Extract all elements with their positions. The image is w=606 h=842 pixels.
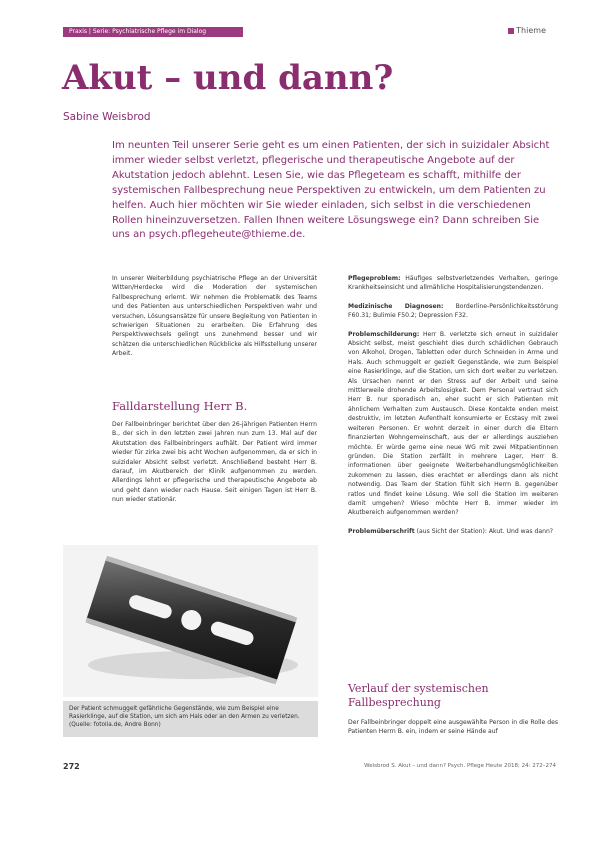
- problem-heading: [348, 527, 558, 536]
- medical-diagnoses-label: Medizinische Diagnosen:: [348, 302, 444, 310]
- problem-heading-text: (aus Sicht der Station): Akut. Und was dann?: [416, 527, 554, 535]
- page-number: 272: [63, 762, 80, 771]
- problem-description: [348, 330, 558, 518]
- care-problem-text: Häufiges selbstverletzendes Verhalten, geringe Krankheitseinsicht und allmähliche Hospitalisierungstendenzen.: [348, 275, 558, 292]
- article-author: Sabine Weisbrod: [63, 111, 151, 123]
- case-paragraph: [112, 420, 317, 505]
- care-problem: [348, 274, 558, 293]
- thieme-logo-icon: [508, 28, 514, 34]
- razor-blade-illustration: [63, 545, 318, 697]
- publisher-name: Thieme: [516, 26, 546, 35]
- problem-heading-label: Problemüberschrift: [348, 527, 415, 535]
- section-heading-falldarstellung: Falldarstellung Herr B.: [112, 399, 248, 413]
- article-title: Akut – und dann?: [62, 58, 394, 98]
- care-problem-label: Pflegeproblem:: [348, 275, 401, 282]
- medical-diagnoses-text: Borderline-Persönlichkeitsstörung F60.31; Bulimie F50.2; Depression F32.: [348, 302, 558, 320]
- problem-description-label: Problemschilderung:: [348, 330, 420, 338]
- intro-paragraph: [112, 274, 317, 359]
- citation-footer: Weisbrod S. Akut – und dann? Psych. Pflege Heute 2018; 24: 272–274: [364, 763, 556, 769]
- problem-description-text: Herr B. verletzte sich erneut in suizidaler Absicht selbst, meist geschieht dies durch schädlichen Gebrauch von Alkohol, Drogen, Tabletten oder durch Schneiden in Arme und Hals. Auch schmuggelt er gezielt Gegenstände, wie zum Beispiel eine Rasierklinge, auf die Station, um sich dort weiter zu verletzen. Als Ursachen nennt er den Stress auf der Arbeit und seine mittlerweile drohende Arbeitslosigkeit. Dem Personal vertraut sich Herr B. nur sporadisch an, eher sucht er sich Patienten mit ähnlichem Verhalten zum Austausch. Diese Kontakte enden meist destruktiv, im letzten Aufenthalt konsumierte er Ecstasy mit zwei weiteren Personen. Er wohnt derzeit in einer durch die Eltern finanzierten Wohngemeinschaft, aus der er allerdings ausziehen möchte. Er würde gerne eine neue WG mit zwei Mitpatientinnen gründen. Die Station zerfällt in mehrere Lager, Herr B. informationen über geeignete Weiterbehandlungsmöglichkeiten zukommen zu lassen, dies erachtet er allerdings dann als nicht notwendig. Das Team der Station fühlt sich Herrn B. gegenüber ratlos und findet keine Lösung. Wie soll die Station im weiteren damit umgehen? Wieso möchte Herr B. immer wieder im Akutbereich aufgenommen werden?: [348, 330, 558, 517]
- section-heading-verlauf: Verlauf der systemischen Fallbesprechung: [348, 682, 489, 709]
- article-lead: Im neunten Teil unserer Serie geht es um einen Patienten, der sich in suizidaler Absicht immer wieder selbst verletzt, pflegerische und therapeutische Angebote auf der Akutstation jedoch ablehnt. Lesen Sie, wie das Pflegeteam es schafft, mithilfe der systemischen Fallbesprechung neue Perspektiven zu entwickeln, um dem Patienten zu helfen. Auch hier möchten wir Sie wieder einladen, sich selbst in die verschiedenen Rollen hineinzuversetzen. Fallen Ihnen weitere Lösungswege ein? Dann schreiben Sie uns an psych.pflegeheute@thieme.de.: [112, 140, 550, 241]
- intro-text: In unserer Weiterbildung psychiatrische Pflege an der Universität Witten/Herdecke wird die Moderation der systemischen Fallbesprechung erlernt. Wir nehmen die Problematik des Teams und des Patienten aus unterschiedlichen Perspektiven wahr und versuchen, Lösungsansätze für unsere Begleitung von Patienten in schwierigen Situationen zu erarbeiten. Die Erfahrung des Perspektivwechsels gelingt uns zunehmend besser und wir schätzen die unterschiedlichen Rückblicke als Hilfsstellung unserer Arbeit.: [112, 275, 317, 358]
- right-column-top: [348, 274, 558, 536]
- process-text: Der Fallbeinbringer doppelt eine ausgewählte Person in die Rolle des Patienten Herrn B. ein, indem er seine Hände auf: [348, 719, 558, 736]
- image-caption: Der Patient schmuggelt gefährliche Gegenstände, wie zum Beispiel eine Rasierklinge, auf die Station, um sich am Hals oder an den Armen zu verletzen. (Quelle: fotolia.de, Andre Bonn): [63, 701, 318, 737]
- publisher-logo: [508, 26, 546, 35]
- section-tag: Praxis | Serie: Psychiatrische Pflege im Dialog: [63, 27, 243, 37]
- process-paragraph: [348, 718, 558, 737]
- razor-blade-image: [63, 545, 318, 697]
- medical-diagnoses: [348, 302, 558, 321]
- case-text: Der Fallbeinbringer berichtet über den 26-jährigen Patienten Herrn B., der sich in den letzten zwei Jahren nun zum 13. Mal auf der Akutstation des Fallbeinbringers aufhält. Der Patient wird immer wieder für zirka zwei bis acht Wochen aufgenommen, da er sich in suizidaler Absicht selbst verletzt. Anschließend besteht Herr B. darauf, im Akutbereich der Klinik aufgenommen zu werden. Allerdings lehnt er pflegerische und therapeutische Angebote ab und geht dann wieder nach Hause. Seit einigen Tagen ist Herr B. nun wieder stationär.: [112, 421, 317, 504]
